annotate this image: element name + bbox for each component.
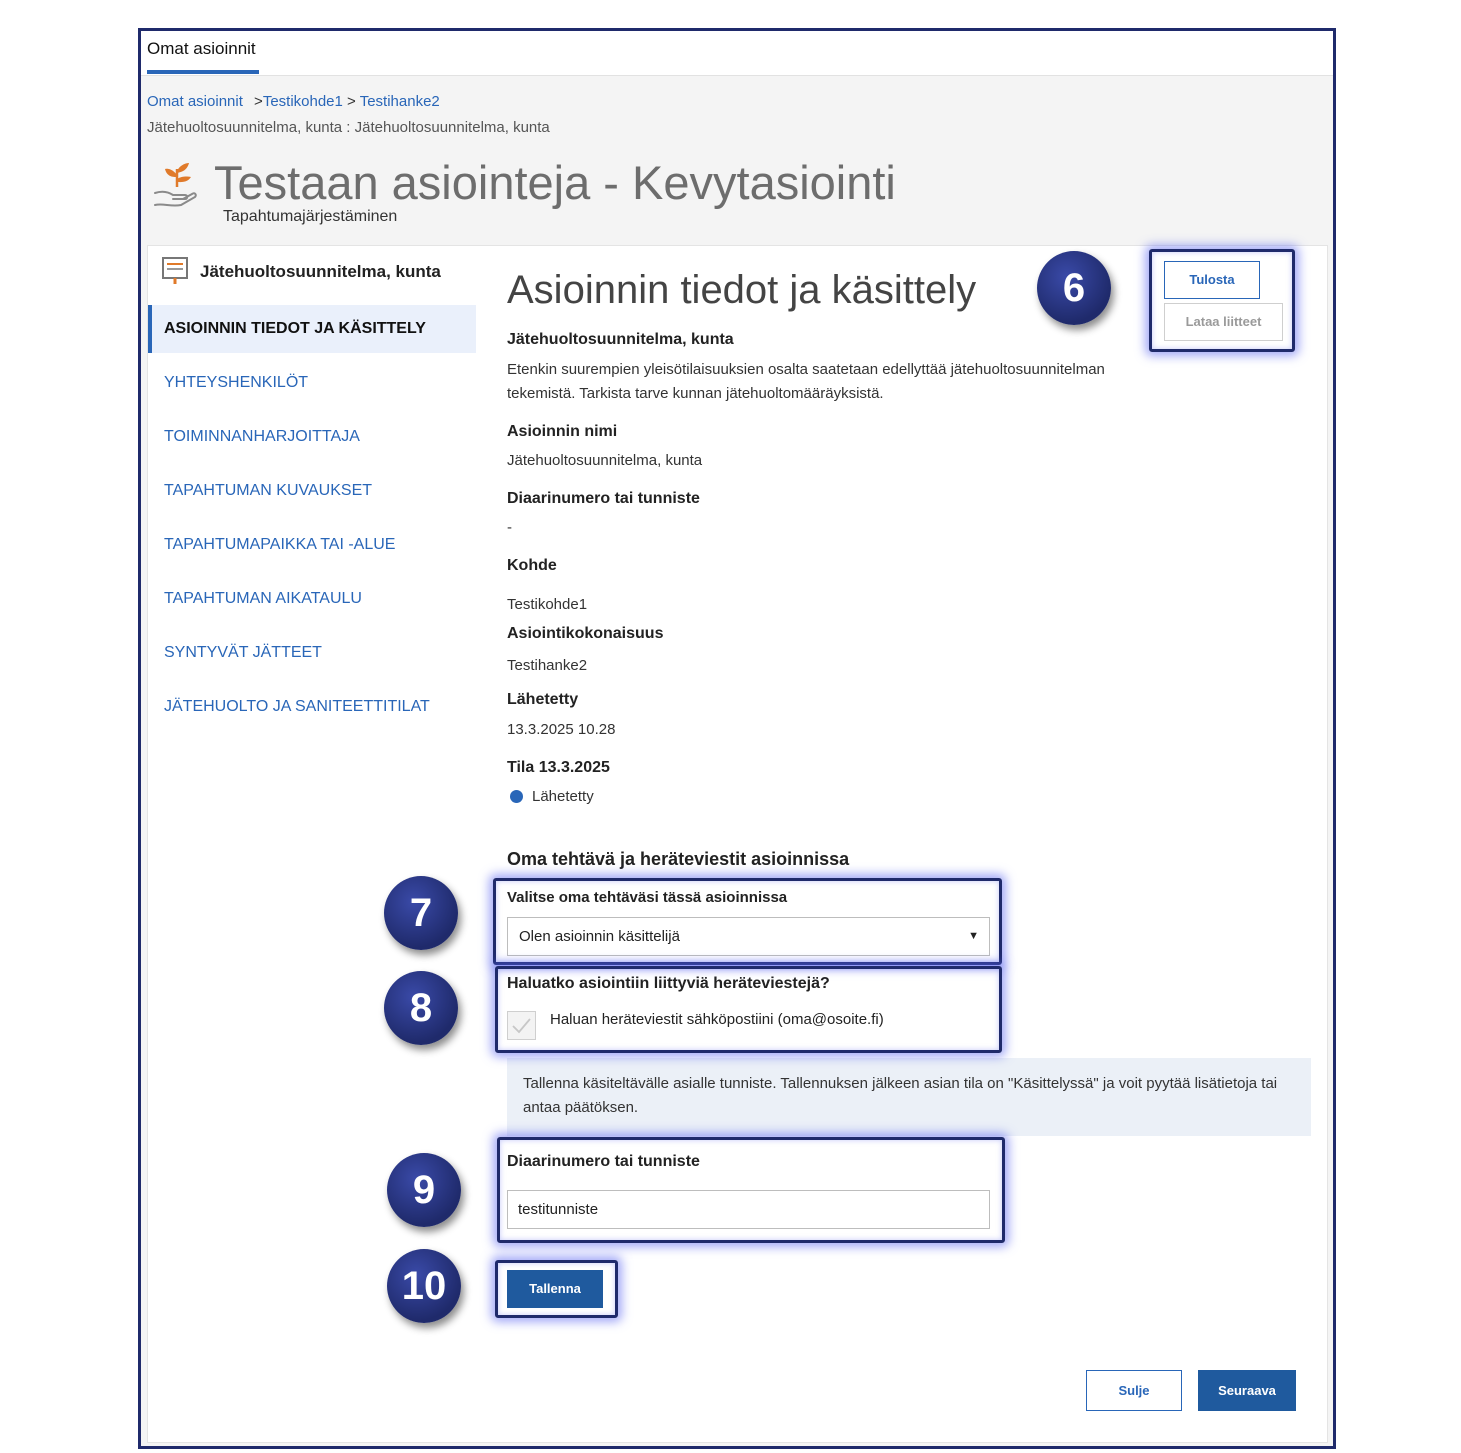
breadcrumb (147, 93, 440, 110)
section-title: Asioinnin tiedot ja käsittely (507, 268, 977, 312)
sent-value: 13.3.2025 10.28 (507, 721, 616, 738)
save-button[interactable]: Tallenna (507, 1270, 603, 1308)
caret-down-icon: ▼ (968, 930, 979, 942)
sidebar-heading: Jätehuoltosuunnitelma, kunta (200, 262, 441, 281)
page-subtitle: Tapahtumajärjestäminen (223, 208, 398, 225)
email-notify-checkbox[interactable] (507, 1011, 536, 1040)
breadcrumb-item-testikohde[interactable]: Testikohde1 (262, 93, 343, 110)
callout-10: 10 (387, 1249, 461, 1323)
state-value: Lähetetty (532, 788, 594, 805)
identifier-label: Diaarinumero tai tunniste (507, 1153, 700, 1170)
form-description: Etenkin suurempien yleisötilaisuuksien osalta saatetaan edellyttää jätehuoltosuunnitelman tekemistä. Tarkista tarve kunnan jätehuoltomääräyksistä. (507, 361, 1105, 402)
callout-7: 7 (384, 876, 458, 950)
email-notify-label[interactable]: Haluan heräteviestit sähköpostiini (oma@osoite.fi) (550, 1011, 884, 1028)
sidebar-item-asioinnin-tiedot[interactable]: ASIOINNIN TIEDOT JA KÄSITTELY (148, 305, 476, 353)
sent-label: Lähetetty (507, 691, 579, 708)
name-value: Jätehuoltosuunnitelma, kunta (507, 452, 703, 469)
diary-value: - (507, 519, 512, 536)
role-selected-value: Olen asioinnin käsittelijä (519, 928, 680, 945)
role-label: Valitse oma tehtäväsi tässä asioinnissa (507, 889, 788, 906)
state-label: Tila 13.3.2025 (507, 759, 610, 776)
breadcrumb-root[interactable]: Omat asioinnit (147, 93, 243, 110)
breadcrumb-separator: > (254, 93, 263, 110)
callout-8: 8 (384, 971, 458, 1045)
active-tab-indicator (147, 70, 259, 74)
sidebar-item-yhteyshenkilot[interactable]: YHTEYSHENKILÖT (164, 374, 309, 391)
save-info-box: Tallenna käsiteltävälle asialle tunniste. Tallennuksen jälkeen asian tila on "Käsittelyssä" ja voit pyytää lisätietoja tai antaa päätöksen. (507, 1058, 1311, 1136)
target-value: Testikohde1 (507, 596, 588, 613)
callout-9: 9 (387, 1153, 461, 1227)
sidebar-item-tapahtuman-kuvaukset[interactable]: TAPAHTUMAN KUVAUKSET (164, 482, 373, 499)
next-button[interactable]: Seuraava (1198, 1370, 1296, 1411)
notify-question: Haluatko asiointiin liittyviä heräteviestejä? (507, 975, 830, 992)
page-title: Testaan asiointeja - Kevytasiointi (214, 156, 896, 209)
project-label: Asiointikokonaisuus (507, 625, 664, 642)
tab-omat-asioinnit[interactable]: Omat asioinnit (147, 39, 256, 58)
sidebar-item-jatehuolto[interactable]: JÄTEHUOLTO JA SANITEETTITILAT (164, 698, 430, 715)
breadcrumb-item-testihanke[interactable]: Testihanke2 (359, 93, 440, 110)
role-select[interactable] (507, 917, 990, 956)
own-task-heading: Oma tehtävä ja heräteviestit asioinnissa (507, 849, 850, 869)
tab-bar (141, 31, 1333, 76)
sprout-hand-icon (151, 157, 199, 209)
checkmark-icon (508, 1012, 535, 1039)
app-window (138, 28, 1336, 1449)
state-row (507, 788, 594, 805)
form-document-icon (160, 256, 190, 286)
content-card (147, 245, 1328, 1443)
diary-label: Diaarinumero tai tunniste (507, 490, 700, 507)
name-label: Asioinnin nimi (507, 423, 618, 440)
sidebar-item-aikataulu[interactable]: TAPAHTUMAN AIKATAULU (164, 590, 362, 607)
target-label: Kohde (507, 557, 557, 574)
sidebar-item-toiminnanharjoittaja[interactable]: TOIMINNANHARJOITTAJA (164, 428, 360, 445)
identifier-input[interactable] (507, 1190, 990, 1229)
breadcrumb-separator: > (347, 93, 356, 110)
sidebar-item-syntyvat-jatteet[interactable]: SYNTYVÄT JÄTTEET (164, 644, 322, 661)
sidebar-item-tapahtumapaikka[interactable]: TAPAHTUMAPAIKKA TAI -ALUE (164, 536, 396, 553)
download-attachments-button[interactable]: Lataa liitteet (1164, 303, 1283, 341)
status-dot-icon (510, 790, 523, 803)
form-subtitle: Jätehuoltosuunnitelma, kunta (507, 331, 734, 348)
project-value: Testihanke2 (507, 657, 588, 674)
breadcrumb-subtitle: Jätehuoltosuunnitelma, kunta : Jätehuoltosuunnitelma, kunta (147, 119, 550, 136)
close-button[interactable]: Sulje (1086, 1370, 1182, 1411)
print-button[interactable]: Tulosta (1164, 261, 1260, 299)
callout-6: 6 (1037, 251, 1111, 325)
